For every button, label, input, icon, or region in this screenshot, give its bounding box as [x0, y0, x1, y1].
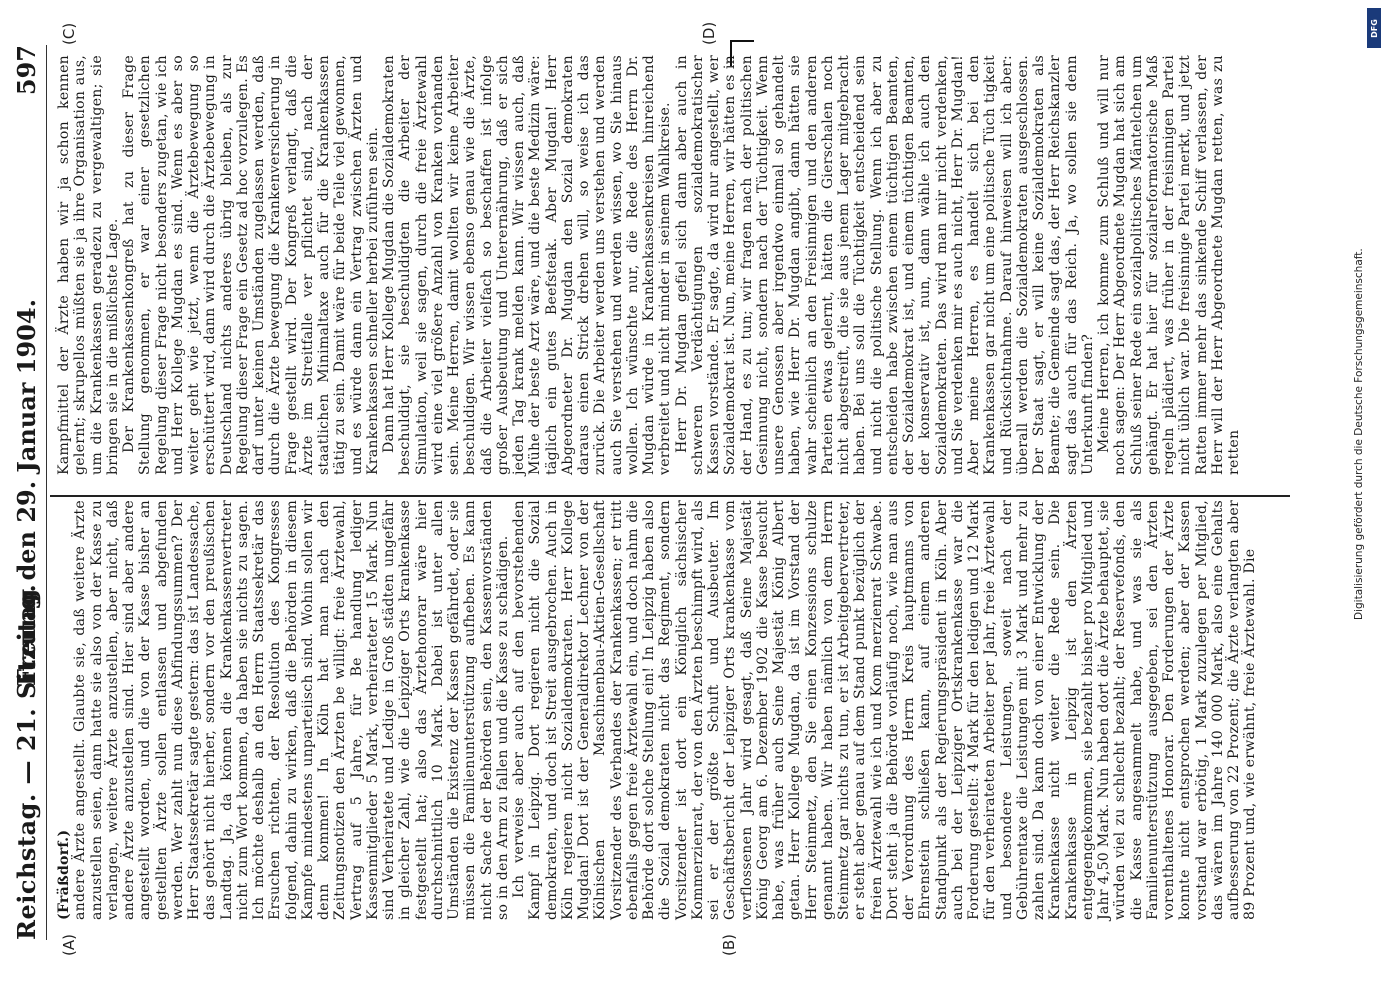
- paragraph: Herr Dr. Mugdan gefiel sich dann aber auch in schweren Verdächtigungen sozialdemokratischer Kassen vorstände. Er sagte, da wird nur angestellt, wer Sozialdemokrat ist. Nun, meine Herren, wir hätten es in der Hand, es zu tun; wir fragen nach der politischen Gesinnung nicht, sondern nach der Tüchtigkeit. Wenn unsere Genossen aber irgendwo einmal so gehandelt haben, wie Herr Dr. Mugdan angibt, dann hätten sie wahr scheinlich an den Freisinnigen und den anderen Parteien etwas gelernt, hätten die Gierschalen noch nicht abgestreift, die sie aus jenem Lager mitgebracht haben. Bei uns soll die Tüchtigkeit entscheidend sein und nicht die politische Stellung. Wenn ich aber zu entscheiden habe zwischen einem tüchtigen Beamten, der Sozialdemokrat ist, und einem tüchtigen Beamten, der konservativ ist, nun, dann wähle ich auch den Sozialdemokraten. Das wird man mir nicht verdenken, und Sie verdenken mir es auch nicht, Herr Dr. Mugdan! Aber meine Herren, es handelt sich bei den Krankenkassen gar nicht um eine politische Tüch tigkeit und Rücksichtnahme. Darauf hinweisen will ich aber: überall werden die Sozialdemokraten ausgeschlossen. Der Staat sagt, er will keine Sozialdemokraten als Beamte; die Gemeinde sagt das, der Herr Reichskanzler sagt das auch für das Reich. Ja, wo sollen sie denn Unterkunft finden?: [673, 55, 1096, 475]
- dfg-credit-text: Digitalisierung gefördert durch die Deutsche Forschungsgemeinschaft.: [1353, 248, 1365, 620]
- paragraph: Der Krankenkassenkongreß hat zu dieser Frage Stellung genommen, er war einer gesetzlichen Regelung dieser Frage nicht besonders zugetan, wie ich und Herr Kollege Mugdan es sind. Wenn es aber so weiter geht wie jetzt, wenn die Ärztebewegung so erschüttert wird, dann wird durch die Ärztebewegung in Deutschland nichts anderes übrig bleiben, als zur Regelung dieser Frage ein Gesetz ad hoc vorzulegen. Es darf unter keinen Umständen zugelassen werden, daß durch die Ärzte bewegung die Krankenversicherung in Frage gestellt wird. Der Kongreß verlangt, daß die Ärzte im Streitfalle ver pflichtet sind, nach der staatlichen Minimaltaxe auch für die Krankenkassen tätig zu sein. Damit wäre für beide Teile viel gewonnen, und es würde dann ein Vertrag zwischen Ärzten und Krankenkassen schneller herbei zuführen sein.: [121, 55, 381, 475]
- dfg-logo: DFG: [1367, 8, 1381, 48]
- header-date: Freitag den 29. Januar 1904.: [12, 299, 41, 686]
- margin-mark-b: (B): [720, 934, 738, 956]
- paragraph: andere Ärzte angestellt. Glaubte sie, daß weitere Ärzte anzustellen seien, dann hatte sie also von der Kasse zu verlangen, weitere Ärzte anzustellen, aber nicht, daß andere Ärzte anzustellen sind. Hier sind aber andere angestellt worden, und die von der Kasse bisher an gestellten Ärzte sollen entlassen und abgefunden werden. Wer zahlt nun diese Abfindungssummen? Der Herr Staatssekretär sagte gestern: das ist Landessache, das gehört nicht hierher, sondern vor den preußischen Landtag. Ja, da können die Krankenkassenvertreter nicht zum Wort kommen, da haben sie nichts zu sagen. Ich möchte deshalb an den Herrn Staatssekretär das Ersuchen richten, der Resolution des Kongresses folgend, dahin zu wirken, daß die Behörden in diesem Kampfe mindestens unparteiisch sind. Wohin sollen wir denn kommen! In Köln hat man nach den Zeitungsnotizen den Ärzten be willigt: freie Ärztewahl, Vertrag auf 5 Jahre, für Be handlung lediger Kassenmitglieder 5 Mark, verheirateter 15 Mark. Nun sind Verheiratete und Ledige in Groß städten ungefähr in gleicher Zahl, wie die Leipziger Orts krankenkasse festgestellt hat; also das Ärztehonorar wäre hier durchschnittlich 10 Mark. Dabei ist unter allen Umständen die Existenz der Kassen gefährdet, oder sie müssen die Familienunterstützung aufheben. Es kann nicht Sache der Behörden sein, den Kassenvorständen so in den Arm zu fallen und die Kasse zu schädigen.: [72, 500, 511, 920]
- margin-mark-c: (C): [60, 22, 78, 45]
- left-column: [56, 500, 1259, 920]
- right-column: [56, 55, 1242, 475]
- pen-annotation-mark: [730, 40, 754, 66]
- header-rule: [46, 45, 47, 940]
- dfg-credit: [1353, 60, 1381, 620]
- column-divider: [50, 495, 1290, 497]
- paragraph: Dann hat Herr Kollege Mugdan die Sozialdemokraten beschuldigt, sie beschuldigten die Arbeiter der Simulation, weil sie sagen, durch die freie Ärztewahl wird eine viel größere Anzahl von Kranken vorhanden sein. Meine Herren, damit wollten wir keine Arbeiter beschuldigen. Wir wissen ebenso genau wie die Ärzte, daß die Arbeiter vielfach so beschaffen ist infolge großer Ausbeutung und Unterernährung, daß er sich jeden Tag krank melden kann. Wir wissen auch, daß Mühe der beste Arzt wäre, und die beste Medizin wäre: täglich ein gutes Beefsteak. Aber Mugdan! Herr Abgeordneter Dr. Mugdan den Sozial demokraten daraus einen Strick drehen will, so weise ich das zurück. Die Arbeiter werden uns verstehen und werden auch Sie verstehen und werden wissen, wo Sie hinaus wollen. Ich wünschte nur, die Rede des Herrn Dr. Mugdan würde in Krankenkassenkreisen hinreichend verbreitet und nicht minder in seinem Wahlkreise.: [381, 55, 674, 475]
- margin-mark-a: (A): [60, 934, 78, 956]
- page-number: 597: [12, 45, 41, 96]
- margin-mark-d: (D): [700, 21, 718, 45]
- page-header: [8, 45, 44, 940]
- header-session: Reichstag. — 21. Sitzung.: [12, 583, 41, 940]
- paragraph: Ich verweise aber auch auf den bevorstehenden Kampf in Leipzig. Dort regieren nicht die Sozial demokraten, und doch ist Streit ausgebrochen. Auch in Köln regieren nicht Sozialdemokraten. Herr Kollege Mugdan! Dort ist der Generaldirektor Lechner von der Kölnischen Maschinenbau-Aktien-Gesellschaft Vorsitzender des Verbandes der Krankenkassen; er tritt ebenfalls gegen freie Ärztewahl ein, und doch nahm die Behörde dort solche Stellung ein! In Leipzig haben also die Sozial demokraten nicht das Regiment, sondern Vorsitzender ist dort ein Königlich sächsischer Kommerzienrat, der von den Ärzten beschimpft wird, als sei er der größte Schuft und Ausbeuter. Im Geschäftsbericht der Leipziger Orts krankenkasse vom verflossenen Jahr wird gesagt, daß Seine Majestät König Georg am 6. Dezember 1902 die Kasse besucht habe, was früher auch Seine Majestät König Albert getan. Herr Kollege Mugdan, da ist im Vorstand der Herr Steinmetz, den Sie einen Konzessions schulze genannt haben. Wir haben nämlich von dem Herrn Steinmetz gar nichts zu tun, er ist Arbeitgebervertreter, er steht aber genau auf dem Stand punkt bezüglich der freien Ärztewahl wie ich und Kom merzienrat Schwabe. Dort steht ja die Behörde vorläufig noch, wie man aus der Verordnung des Herrn Kreis hauptmanns von Ehrenstein schließen kann, auf einem anderen Standpunkt als der Regierungspräsident in Köln. Aber auch bei der Leipziger Ortskrankenkasse war die Forderung gestellt: 4 Mark für den ledigen und 12 Mark für den verheirateten Arbeiter per Jahr, freie Ärztewahl und besondere Leistungen, soweit nach der Gebührentaxe die Leistungen mit 3 Mark und mehr zu zahlen sind. Da kann doch von einer Entwicklung der Krankenkasse nicht weiter die Rede sein. Die Krankenkasse in Leipzig ist den Ärzten entgegengekommen, sie bezahlt bisher pro Mitglied und Jahr 4,50 Mark. Nun haben dort die Ärzte behauptet, sie würden viel zu schlecht bezahlt; der Reservefonds, den die Kasse angesammelt habe, und was sie als Familienunterstützung ausgegeben, sei den Ärzten vorenthaltenes Honorar. Den Forderungen der Ärzte konnte nicht entsprochen werden; aber der Kassen vorstand war erbötig, 1 Mark zuzulegen per Mitglied, das wären im Jahre 140 000 Mark, also eine Gehalts aufbesserung von 22 Prozent; die Ärzte verlangten aber 89 Prozent und, wie erwähnt, freie Ärztewahl. Die: [511, 500, 1259, 920]
- speaker-tag: (Fräßdorf.): [56, 829, 72, 920]
- paragraph: Meine Herren, ich komme zum Schluß und will nur noch sagen: Der Herr Abgeordnete Mugdan hat sich am Schluß seiner Rede ein sozialpolitisches Mäntelchen um gehängt. Er hat hier für sozialreformatorische Maß regeln plädiert, was früher in der freisinnigen Partei nicht üblich war. Die freisinnige Partei merkt, und jetzt Ratten immer mehr das sinkende Schiff verlassen, der Herr will der Herr Abgeordnete Mugdan retten, was zu retten: [1096, 55, 1242, 475]
- paragraph: Kampfmittel der Ärzte haben wir ja schon kennen gelernt; skrupellos müßten sie ja ihre Organisation aus, um die Krankenkassen geradezu zu vergewaltigen; sie bringen sie in die mißlichste Lage.: [56, 55, 121, 475]
